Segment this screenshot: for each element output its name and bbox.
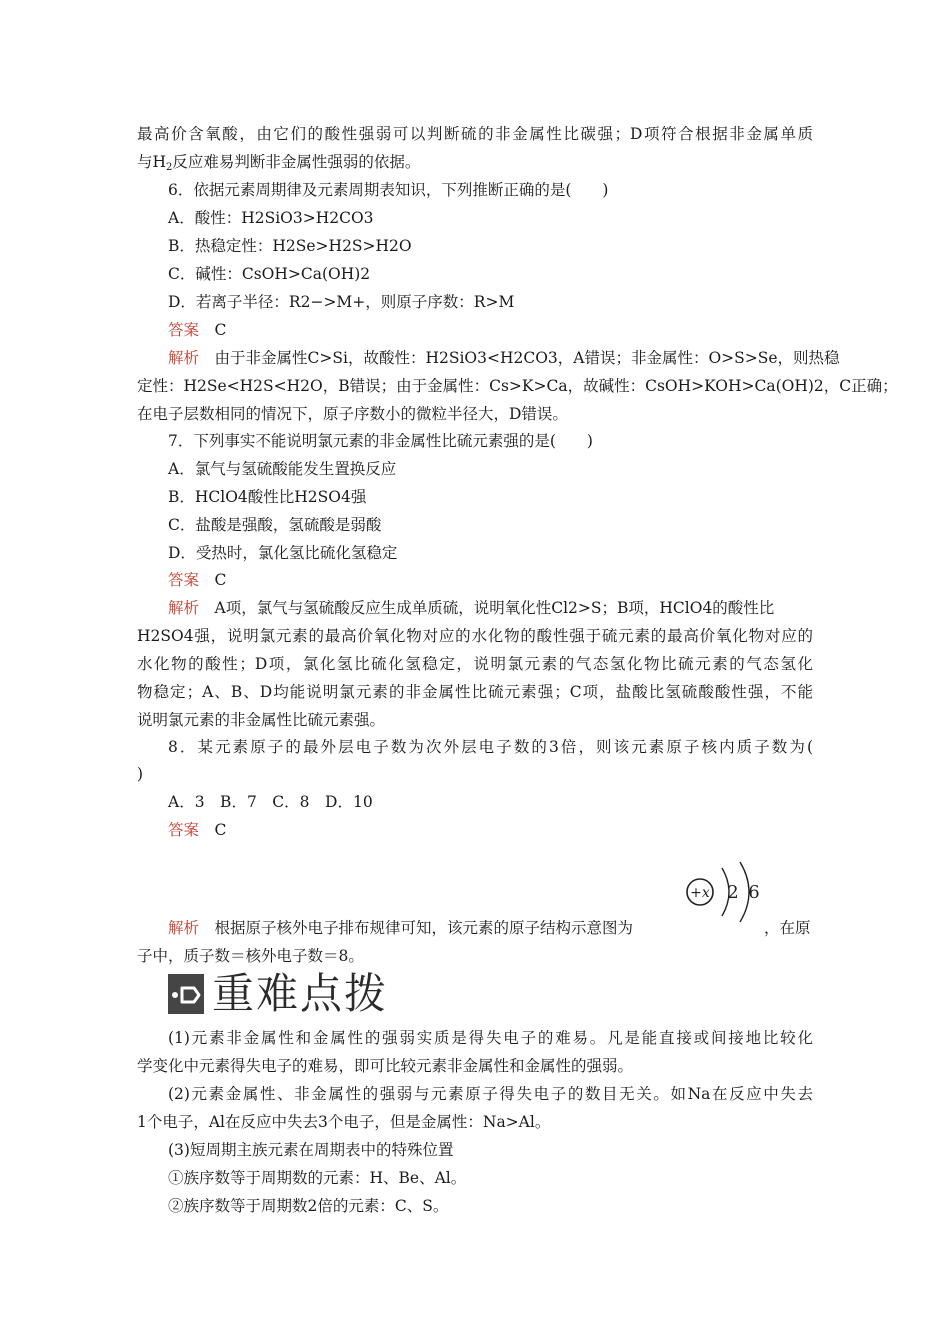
atom-structure-diagram: [678, 852, 764, 930]
q6-option-c: C．碱性：CsOH>Ca(OH)2: [168, 265, 371, 283]
analysis-label: 解析: [168, 349, 200, 367]
section-p3: (3)短周期主族元素在周期表中的特殊位置: [168, 1141, 454, 1159]
q6-option-d: D．若离子半径：R2−>M+，则原子序数：R>M: [168, 293, 515, 311]
q7-analysis-1: 解析 A项，氯气与氢硫酸反应生成单质硫，说明氧化性Cl2>S；B项，HClO4的酸性比: [168, 599, 775, 617]
analysis-label: 解析: [168, 919, 200, 937]
q6-option-b: B．热稳定性：H2Se>H2S>H2O: [168, 237, 412, 255]
section-heading-icon: [168, 974, 204, 1014]
section-p1-b: 学变化中元素得失电子的难易，即可比较元素非金属性和金属性的强弱。: [137, 1057, 634, 1075]
answer-label: 答案: [168, 821, 200, 839]
shell-1-count: 2: [727, 882, 739, 903]
answer-label: 答案: [168, 321, 200, 339]
q7-option-a: A．氯气与氢硫酸能发生置换反应: [168, 460, 397, 478]
q6-option-a: A．酸性：H2SiO3>H2CO3: [168, 209, 374, 227]
q6-analysis-3: 在电子层数相同的情况下，原子序数小的微粒半径大，D错误。: [137, 405, 568, 423]
q8-options: A．3 B．7 C．8 D．10: [168, 793, 373, 811]
q8-analysis-1: 解析 根据原子核外电子排布规律可知，该元素的原子结构示意图为: [168, 919, 634, 937]
q8-analysis-2: 子中，质子数＝核外电子数＝8。: [137, 947, 364, 965]
nucleus-label: +x: [690, 885, 710, 901]
intro-line-1: 最高价含氧酸，由它们的酸性强弱可以判断硫的非金属性比碳强；D项符合根据非金属单质: [137, 125, 813, 143]
q8-stem-1: 8．某元素原子的最外层电子数为次外层电子数的3倍，则该元素原子核内质子数为(: [168, 738, 813, 756]
section-p3-item-1: ①族序数等于周期数的元素：H、Be、Al。: [168, 1169, 467, 1187]
q7-analysis-3: 水化物的酸性；D项，氯化氢比硫化氢稳定，说明氯元素的气态氢化物比硫元素的气态氢化: [137, 655, 813, 673]
q7-option-d: D．受热时，氯化氢比硫化氢稳定: [168, 544, 398, 562]
q6-analysis-2: 定性：H2Se<H2S<H2O，B错误；由于金属性：Cs>K>Ca，故碱性：CsOH>KOH>Ca(OH)2，C正确；: [137, 377, 898, 395]
q6-stem: 6．依据元素周期律及元素周期表知识，下列推断正确的是( ): [168, 181, 609, 199]
q7-analysis-5: 说明氯元素的非金属性比硫元素强。: [137, 711, 386, 729]
section-p1-a: (1)元素非金属性和金属性的强弱实质是得失电子的难易。凡是能直接或间接地比较化: [168, 1029, 813, 1047]
q7-analysis-4: 物稳定；A、B、D均能说明氯元素的非金属性比硫元素强；C项，盐酸比氢硫酸酸性强，不能: [137, 683, 813, 701]
q8-analysis-1-tail: ，在原: [764, 919, 811, 937]
section-p2-b: 1个电子，Al在反应中失去3个电子，但是金属性：Na>Al。: [137, 1113, 551, 1131]
q8-answer: 答案 C: [168, 821, 227, 839]
section-p2-a: (2)元素金属性、非金属性的强弱与元素原子得失电子的数目无关。如Na在反应中失去: [168, 1085, 813, 1103]
shell-2-count: 6: [748, 882, 760, 903]
q7-option-b: B．HClO4酸性比H2SO4强: [168, 488, 367, 506]
answer-label: 答案: [168, 571, 200, 589]
section-heading: 重难点拨: [212, 969, 389, 1018]
analysis-label: 解析: [168, 599, 200, 617]
q8-stem-2: ): [137, 765, 144, 783]
intro-line-2: 与$H_2$反应难易判断非金属性强弱的依据。: [137, 153, 421, 173]
section-p3-item-2: ②族序数等于周期数2倍的元素：C、S。: [168, 1197, 449, 1215]
q7-option-c: C．盐酸是强酸，氢硫酸是弱酸: [168, 516, 382, 534]
q7-analysis-2: H2SO4强，说明氯元素的最高价氧化物对应的水化物的酸性强于硫元素的最高价氧化物对应的: [137, 627, 813, 645]
q7-answer: 答案 C: [168, 571, 227, 589]
q7-stem: 7．下列事实不能说明氯元素的非金属性比硫元素强的是( ): [168, 432, 593, 450]
q6-analysis-1: 解析 由于非金属性C>Si，故酸性：H2SiO3<H2CO3，A错误；非金属性：O>S>Se，则热稳: [168, 349, 840, 367]
q6-answer: 答案 C: [168, 321, 227, 339]
